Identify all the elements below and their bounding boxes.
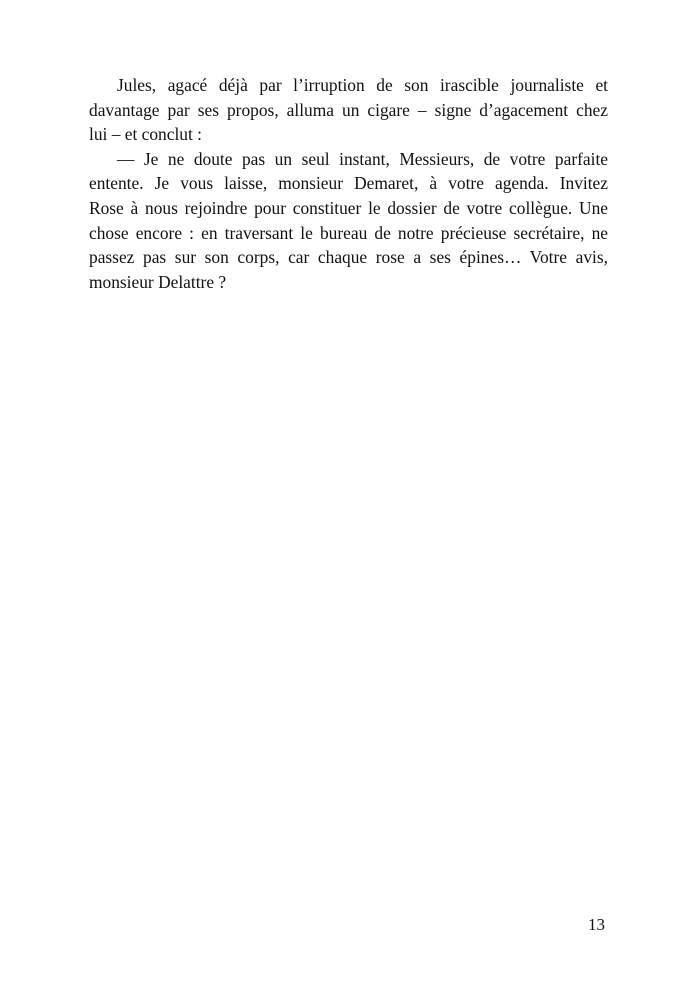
page-number: 13 xyxy=(588,915,605,934)
paragraph-narration xyxy=(89,73,608,147)
text-line: passez pas sur son corps, car chaque rose a ses épines… Votre avis, xyxy=(89,247,608,268)
text-line: lui – et conclut : xyxy=(89,124,203,145)
paragraph-dialogue xyxy=(89,147,608,295)
text-line: — Je ne doute pas un seul instant, Messieurs, de votre parfaite xyxy=(117,148,608,169)
text-line: chose encore : en traversant le bureau de notre précieuse secrétaire, ne xyxy=(89,222,608,243)
body-text xyxy=(89,73,608,294)
text-line: entente. Je vous laisse, monsieur Demaret, à votre agenda. Invitez xyxy=(89,173,608,194)
text-line: monsieur Delattre ? xyxy=(89,271,227,292)
text-line: Rose à nous rejoindre pour constituer le dossier de votre collègue. Une xyxy=(89,197,608,218)
text-line: Jules, agacé déjà par l’irruption de son irascible journaliste et xyxy=(117,75,608,95)
text-line: davantage par ses propos, alluma un cigare – signe d’agacement chez xyxy=(89,99,608,120)
